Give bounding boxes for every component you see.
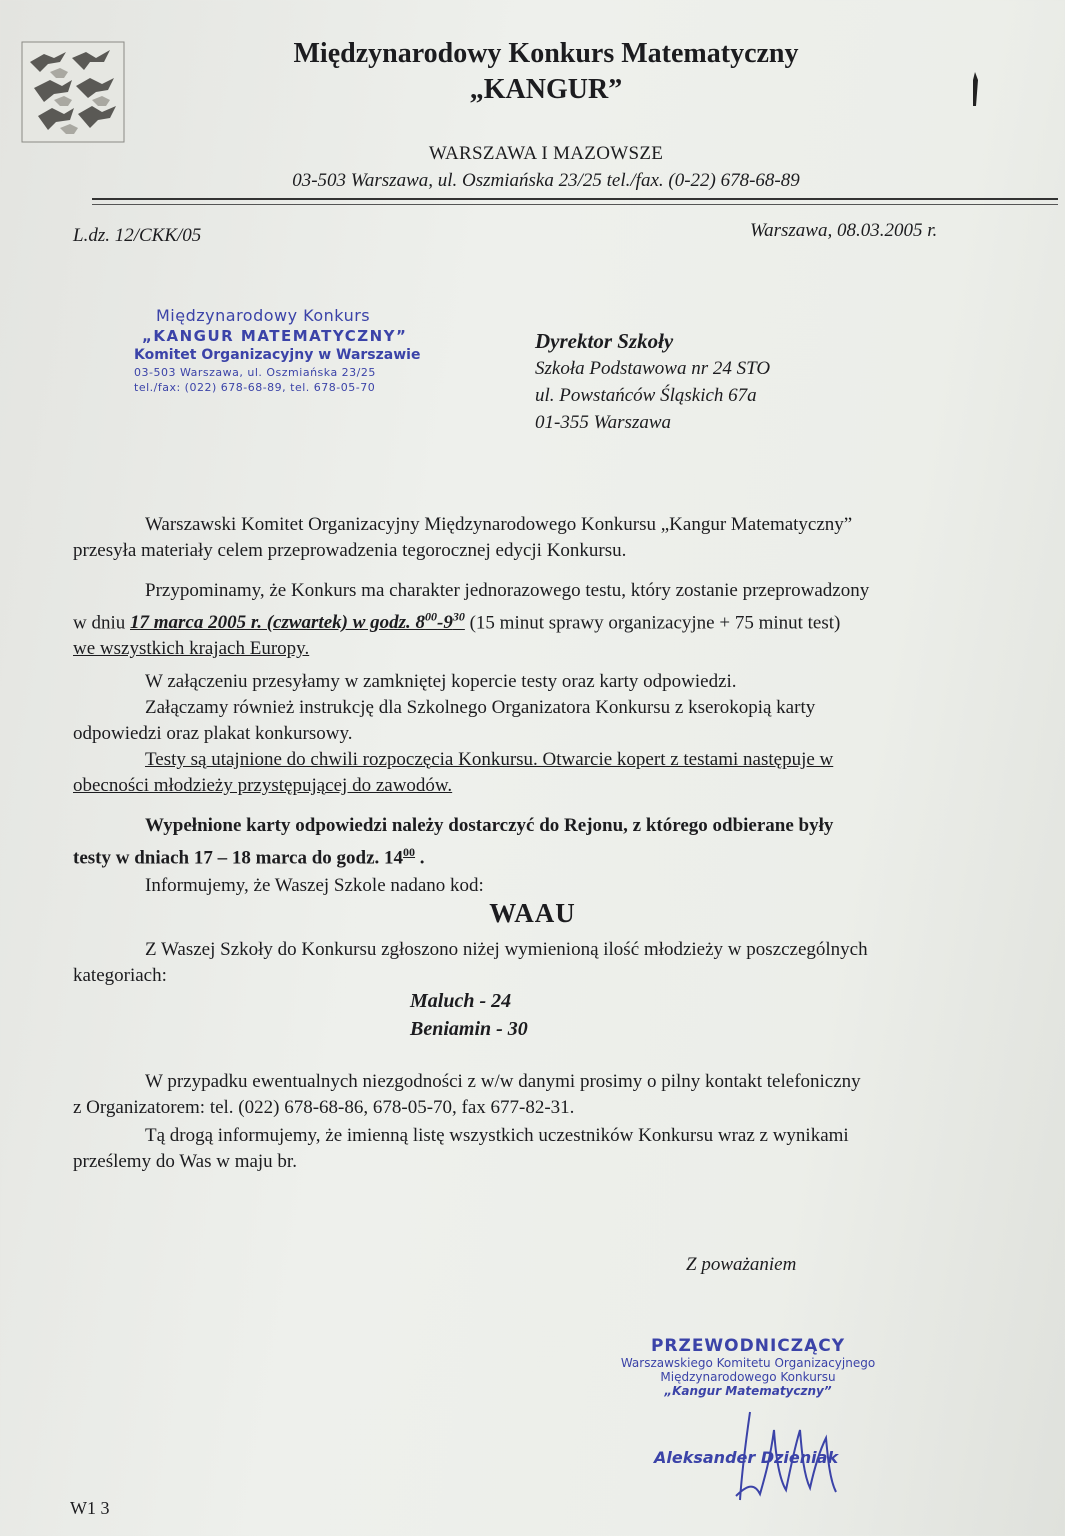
intro-line1: Warszawski Komitet Organizacyjny Międzynarodowego Konkursu „Kangur Matematyczny” [145,514,853,535]
date-postfix: (15 minut sprawy organizacyjne + 75 minut test) [469,612,841,634]
code-intro: Informujemy, że Waszej Szkole nadano kod: [145,875,484,896]
sender-stamp-line4: 03-503 Warszawa, ul. Oszmiańska 23/25 [134,366,376,379]
chair-stamp-line2: Międzynarodowego Konkursu [660,1370,836,1384]
paragraph-categories [73,937,1033,989]
header-divider-thin [92,204,1058,205]
contact-line2: z Organizatorem: tel. (022) 678-68-86, 678-05-70, fax 677-82-31. [73,1097,575,1118]
attach-line2: Załączamy również instrukcję dla Szkolnego Organizatora Konkursu z kserokopią karty [145,697,816,718]
date-prefix: w dniu [73,612,126,634]
header-title-line1: Międzynarodowy Konkurs Matematyczny [293,38,799,69]
sender-stamp-line3: Komitet Organizacyjny w Warszawie [134,347,421,363]
date-line3: we wszystkich krajach Europy. [73,638,310,660]
signer-name: Aleksander Dzieniak [654,1448,839,1467]
recipient-title: Dyrektor Szkoły [535,329,674,353]
paragraph-contact [73,1069,1033,1121]
deadline-sup: 00 [403,845,416,859]
reference-number: L.dz. 12/CKK/05 [73,225,202,246]
contest-date-text: 17 marca 2005 r. (czwartek) w godz. 8 [130,612,426,634]
paragraph-intro [73,512,1033,564]
recipient-line1: Szkoła Podstawowa nr 24 STO [535,358,771,379]
recipient-block [535,328,770,436]
deadline-line1: Wypełnione karty odpowiedzi należy dostarczyć do Rejonu, z którego odbierane były [145,815,834,836]
sender-stamp-line2: „KANGUR MATEMATYCZNY” [142,327,408,345]
deadline-end: . [419,847,425,869]
contact-line1: W przypadku ewentualnych niezgodności z w/w danymi prosimy o pilny kontakt telefoniczny [145,1071,861,1092]
header-divider [92,198,1058,200]
results-line2: prześlemy do Was w maju br. [73,1151,297,1172]
contest-date-sup1: 00 [425,610,438,624]
date-line1: Przypominamy, że Konkurs ma charakter jednorazowego testu, który zostanie przeprowadzony [145,580,870,601]
header-title-line2: „KANGUR” [469,74,623,105]
paragraph-attachments [73,669,1033,799]
categories-line2: kategoriach: [73,965,167,986]
header-region: WARSZAWA I MAZOWSZE [428,143,664,164]
contest-date-dash: -9 [437,612,453,634]
contest-date [130,612,465,633]
attach-line3: odpowiedzi oraz plakat konkursowy. [73,723,353,744]
results-line1: Tą drogą informujemy, że imienną listę wszystkich uczestników Konkursu wraz z wynikami [145,1125,849,1146]
chair-stamp-line1: Warszawskiego Komitetu Organizacyjnego [620,1356,876,1370]
pen-mark [968,70,982,110]
school-code: WAAU [489,898,576,928]
chair-stamp-title: PRZEWODNICZĄCY [650,1336,846,1356]
attach-line1: W załączeniu przesyłamy w zamkniętej kopercie testy oraz karty odpowiedzi. [145,671,737,692]
category-maluch: Maluch - 24 [410,990,512,1012]
contest-date-sup2: 30 [452,610,465,624]
paragraph-code [73,873,1033,899]
chair-stamp-line3: „Kangur Matematyczny” [664,1384,832,1398]
closing-regards: Z poważaniem [686,1254,797,1275]
letter-date: Warszawa, 08.03.2005 r. [750,220,938,241]
footer-code: W1 3 [70,1498,110,1518]
paragraph-deadline [73,813,1033,871]
paragraph-results [73,1123,1033,1175]
attach-line4: Testy są utajnione do chwili rozpoczęcia Konkursu. Otwarcie kopert z testami następuje w [145,749,834,770]
sender-stamp [134,306,434,394]
deadline-line2: testy w dniach 17 – 18 marca do godz. 14 [73,847,404,869]
sender-stamp-line5: tel./fax: (022) 678-68-89, tel. 678-05-70 [134,381,376,394]
header-address: 03-503 Warszawa, ul. Oszmiańska 23/25 tel./fax. (0-22) 678-68-89 [292,170,800,191]
recipient-line3: 01-355 Warszawa [535,412,672,433]
attach-line5: obecności młodzieży przystępującej do zawodów. [73,775,453,796]
sender-stamp-line1: Międzynarodowy Konkurs [156,306,371,325]
chair-stamp [598,1336,898,1398]
category-beniamin: Beniamin - 30 [410,1018,528,1040]
paragraph-date [73,578,1033,662]
intro-line2: przesyła materiały celem przeprowadzenia tegorocznej edycji Konkursu. [73,540,627,561]
handwritten-signature [690,1400,860,1510]
categories-line1: Z Waszej Szkoły do Konkursu zgłoszono niżej wymienioną ilość młodzieży w poszczególnych [145,939,868,960]
recipient-line2: ul. Powstańców Śląskich 67a [535,385,757,406]
